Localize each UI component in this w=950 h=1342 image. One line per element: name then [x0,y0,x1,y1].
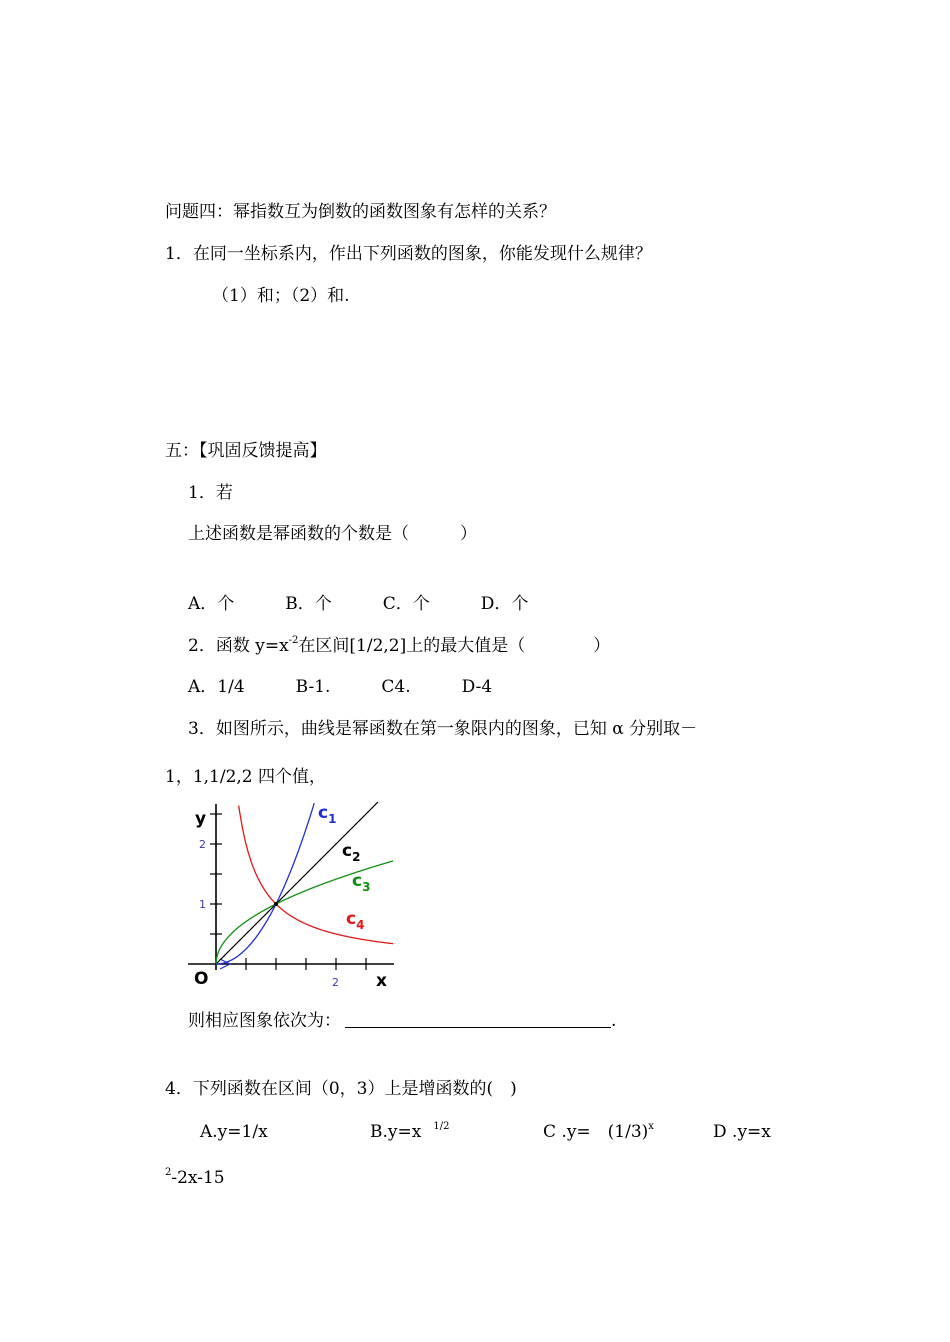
problem1-line2: 上述函数是幂函数的个数是（ ） [188,524,477,544]
section5-heading: 五：【巩固反馈提高】 [165,441,327,461]
problem1-options: A．个 B．个 C．个 D．个 [188,594,529,614]
problem2-pre: 2．函数 y=x [188,636,289,656]
problem2-post: 在区间[1/2,2]上的最大值是（ ） [298,636,611,656]
label-c3: $c_3$ [352,871,371,894]
problem3-line2: 1，1,1/2,2 四个值， [165,767,327,787]
label-c2: $c_2$ [342,841,361,864]
problem2-exponent: -2 [288,635,299,646]
label-c1: $c_1$ [318,803,337,826]
q4-item1-parts: （1）和；（2）和. [212,286,350,306]
problem3-answer: 则相应图象依次为： . [188,1011,617,1031]
problem3-line1: 3．如图所示，曲线是幂函数在第一象限内的图象，已知 α 分别取－ [188,719,698,739]
problem2-question [188,636,610,656]
curve-c4 [239,806,393,944]
problem4-option-d-continued: $^2$-2x-15 [165,1167,225,1188]
problem4-option-a: A.y=1/x [200,1122,268,1142]
curve-c3 [216,861,393,964]
x-axis-label: x [376,971,387,991]
problem4-option-d: D .y=x [713,1122,771,1142]
y-tick-2: 2 [199,838,206,851]
label-c4: $c_4$ [346,909,365,932]
problem2-options: A．1/4 B-1. C4. D-4 [188,677,493,697]
y-tick-1: 1 [199,898,206,911]
intersection-point [274,902,278,906]
problem4-option-c: C .y= $(1/3)^x$ [543,1121,654,1142]
q4-title: 问题四：幂指数互为倒数的函数图象有怎样的关系？ [165,202,556,222]
q4-item1: 1．在同一坐标系内，作出下列函数的图象，你能发现什么规律？ [165,244,652,264]
problem4-question: 4．下列函数在区间（0，3）上是增函数的( ) [165,1079,517,1099]
answer-blank[interactable] [345,1011,611,1028]
y-axis-label: y [195,809,207,829]
origin-label: O [194,969,209,989]
x-tick-2: 2 [332,976,339,989]
power-function-graph [186,800,396,996]
problem4-option-b: B.y=x $^{1/2}$ [370,1121,450,1142]
curve-c1 [216,803,314,964]
problem1-line1: 1．若 [188,483,233,503]
